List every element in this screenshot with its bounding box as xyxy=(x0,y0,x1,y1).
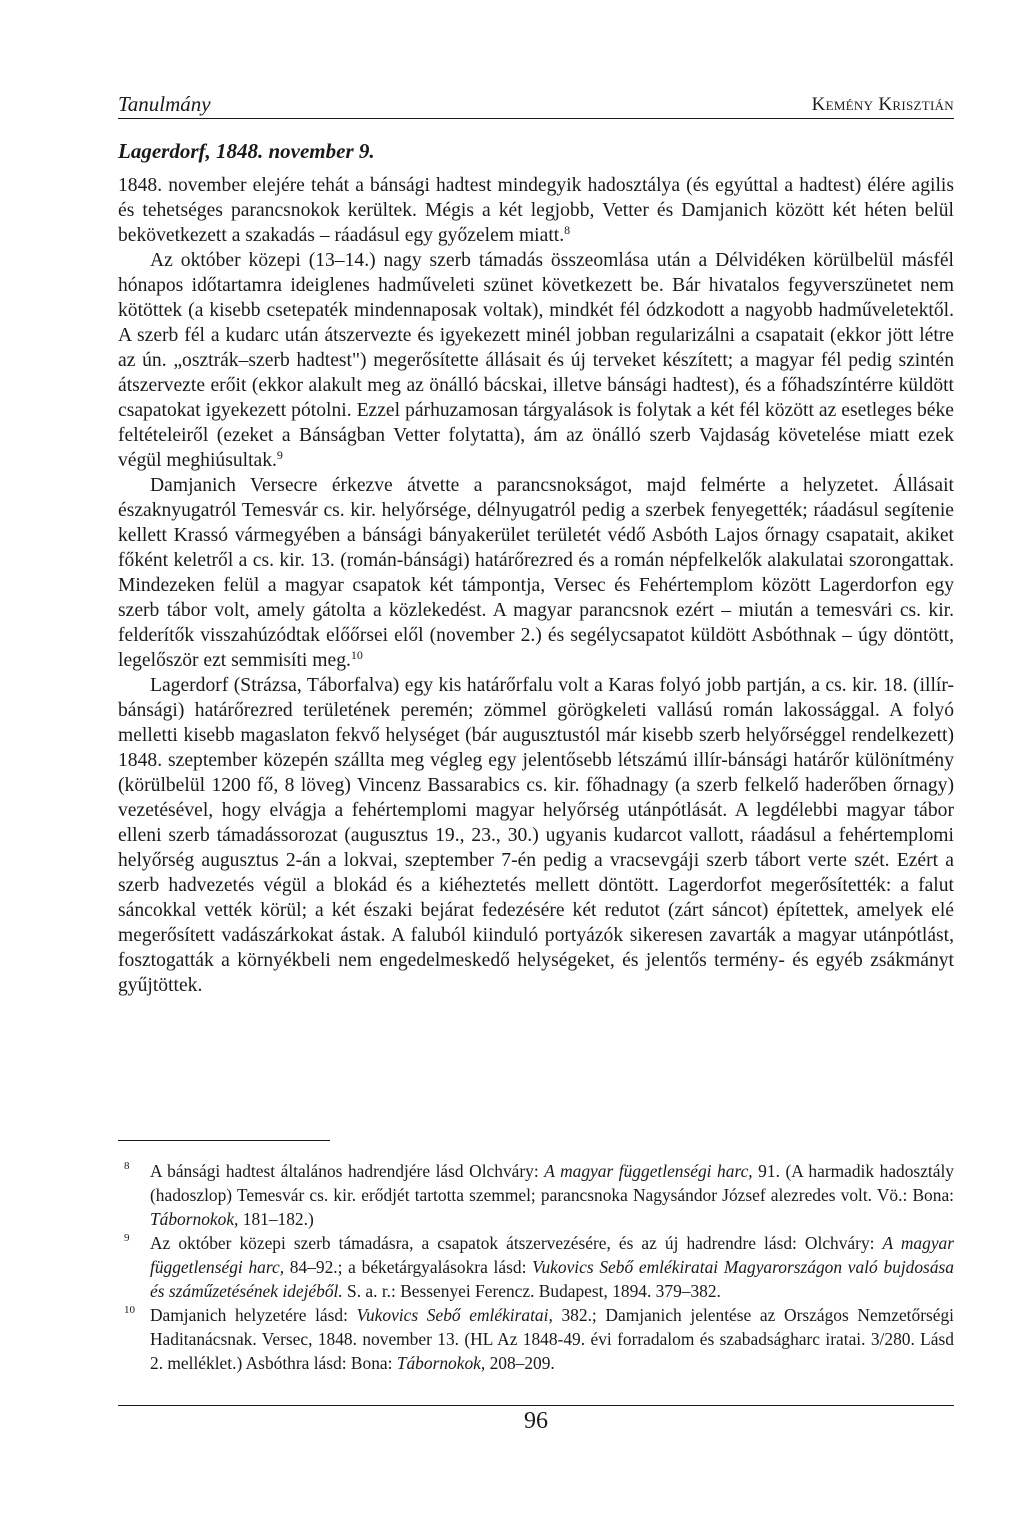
footnote-title: Vukovics Sebő emlékiratai Magyarországon való bujdosása és száműzetésének idejéből. xyxy=(150,1257,954,1301)
footnote-title: Vukovics Sebő emlékiratai, xyxy=(356,1305,553,1325)
header-section-label: Tanulmány xyxy=(118,92,211,116)
header-author: Kemény Krisztián xyxy=(811,94,954,115)
footnote-text: A bánsági hadtest általános hadrendjére lásd Olchváry: xyxy=(150,1161,545,1181)
running-header xyxy=(118,92,954,119)
footnote-separator xyxy=(118,1140,330,1141)
paragraph-text: 1848. november elejére tehát a bánsági hadtest mindegyik hadosztálya (és egyúttal a hadtest) élére agilis és tehetséges parancsnokok kerültek. Mégis a két legjobb, Vetter és Damjanich között két héten belül bekövetkezett a szakadás – ráadásul egy győzelem miatt. xyxy=(118,175,954,246)
footnote-title: A magyar függetlenségi harc, xyxy=(544,1161,753,1181)
footnote-text: 208–209. xyxy=(485,1353,555,1373)
footnote-text: S. a. r.: Bessenyei Ferencz. Budapest, 1894. 379–382. xyxy=(342,1281,721,1301)
footnote-ref: 10 xyxy=(350,648,363,662)
footnote-text: 84–92.; a béketárgyalásokra lásd: xyxy=(284,1257,533,1277)
footnote-number: 9 xyxy=(124,1232,130,1244)
body-text xyxy=(118,173,954,998)
page-number: 96 xyxy=(524,1408,548,1434)
footnote-text: 382.; Damjanich jelentése az Országos Nemzetőrségi Haditanácsnak. Versec, 1848. november 13. (HL Az 1848-49. évi forradalom és szabadságharc iratai. 3/280. Lásd 2. melléklet.) Asbóthra lásd: Bona: xyxy=(150,1305,954,1373)
paragraph xyxy=(118,473,954,673)
footnote-text: Damjanich helyzetére lásd: xyxy=(150,1305,357,1325)
footnote xyxy=(118,1159,954,1231)
footnote-number: 8 xyxy=(124,1160,130,1172)
footnote-title: A magyar függetlenségi harc, xyxy=(150,1233,954,1277)
footnote-text: 91. (A harmadik hadosztály (hadoszlop) Temesvár cs. kir. erődjét tartotta szemmel; parancsnoka Nagysándor József alezredes volt. Vö.: Bona: xyxy=(150,1161,954,1205)
footnote-ref: 8 xyxy=(564,223,571,237)
footnote-title: Tábornokok, xyxy=(396,1353,486,1373)
footnote-number: 10 xyxy=(124,1304,135,1316)
footnote xyxy=(118,1231,954,1303)
footnotes xyxy=(118,1159,954,1375)
paragraph xyxy=(118,673,954,998)
paragraph xyxy=(118,248,954,473)
footnote xyxy=(118,1303,954,1375)
footnote-text: Az október közepi szerb támadásra, a csapatok átszervezésére, és az új hadrendre lásd: Olchváry: xyxy=(150,1233,883,1253)
paragraph-text: Damjanich Versecre érkezve átvette a parancsnokságot, majd felmérte a helyzetet. Állásait északnyugatról Temesvár cs. kir. helyőrsége, délnyugatról pedig a szerbek fenyegették; ráadásul segítenie kellett Krassó vármegyében a bánsági bányakerület területét védő Asbóth Lajos őrnagy csapatait, akiket főként keletről a cs. kir. 13. (román-bánsági) határőrezred és a román népfelkelők alakulatai szorongattak. Mindezeken felül a magyar csapatok két támpontja, Versec és Fehértemplom között Lagerdorfon egy szerb tábor volt, amely gátolta a közlekedést. A magyar parancsnok ezért – miután a temesvári cs. kir. felderítők visszahúzódtak előőrsei elől (november 2.) és segélycsapatot küldött Asbóthnak – úgy döntött, legelőször ezt semmisíti meg. xyxy=(118,475,954,671)
section-title: Lagerdorf, 1848. november 9. xyxy=(118,139,375,163)
paragraph-text: Lagerdorf (Strázsa, Táborfalva) egy kis határőrfalu volt a Karas folyó jobb partján, a cs. kir. 18. (illír-bánsági) határőrezred területének peremén; zömmel görögkeleti vallású román lakossággal. A folyó melletti kisebb magaslaton fekvő helységet (bár augusztustól már kisebb szerb helyőrséggel rendelkezett) 1848. szeptember közepén szállta meg végleg egy jelentősebb létszámú illír-bánsági határőr különítmény (körülbelül 1200 fő, 8 löveg) Vincenz Bassarabics cs. kir. főhadnagy (a szerb felkelő haderőben őrnagy) vezetésével, hogy elvágja a fehértemplomi magyar helyőrség utánpótlását. A legdélebbi magyar tábor elleni szerb támadássorozat (augusztus 19., 23., 30.) ugyanis kudarcot vallott, ráadásul a fehértemplomi helyőrség augusztus 2-án a lokvai, szeptember 7-én pedig a vracsevgáji szerb tábort verte szét. Ezért a szerb hadvezetés végül a blokád és a kiéheztetés mellett döntött. Lagerdorfot megerősítették: a falut sáncokkal vették körül; a két északi bejárat fedezésére két redutot (zárt sáncot) építettek, amelyek elé megerősített vadászárkokat ástak. A faluból kiinduló portyázók sikeresen zavarták a magyar utánpótlást, fosztogatták a környékbeli nem engedelmeskedő helységeket, és jelentős termény- és egyéb zsákmányt gyűjtöttek. xyxy=(118,675,954,996)
paragraph-text: Az október közepi (13–14.) nagy szerb támadás összeomlása után a Délvidéken körülbelül másfél hónapos időtartamra ideiglenes hadműveleti szünet következett be. Bár hivatalos fegyverszünetet nem kötöttek (a kisebb csetepaték mindennaposak voltak), mindkét fél ódzkodott a nagyobb hadműveletektől. A szerb fél a kudarc után átszervezte és igyekezett minél jobban regularizálni a csapatait (ekkor jött létre az ún. „osztrák–szerb hadtest") megerősítette állásait és új terveket készített; a magyar fél pedig szintén átszervezte erőit (ekkor alakult meg az önálló bácskai, illetve bánsági hadtest), és a főhadszíntérre küldött csapatokat igyekezett pótolni. Ezzel párhuzamosan tárgyalások is folytak a két fél között az esetleges béke feltételeiről (ezeket a Bánságban Vetter folytatta), ám az önálló szerb Vajdaság követelése miatt ezek végül meghiúsultak. xyxy=(118,250,954,471)
footnote-ref: 9 xyxy=(276,448,283,462)
footnote-title: Tábornokok, xyxy=(150,1209,239,1229)
footnote-text: 181–182.) xyxy=(238,1209,314,1229)
paragraph xyxy=(118,173,954,248)
document-page xyxy=(118,0,954,1527)
bottom-rule xyxy=(118,1405,954,1406)
